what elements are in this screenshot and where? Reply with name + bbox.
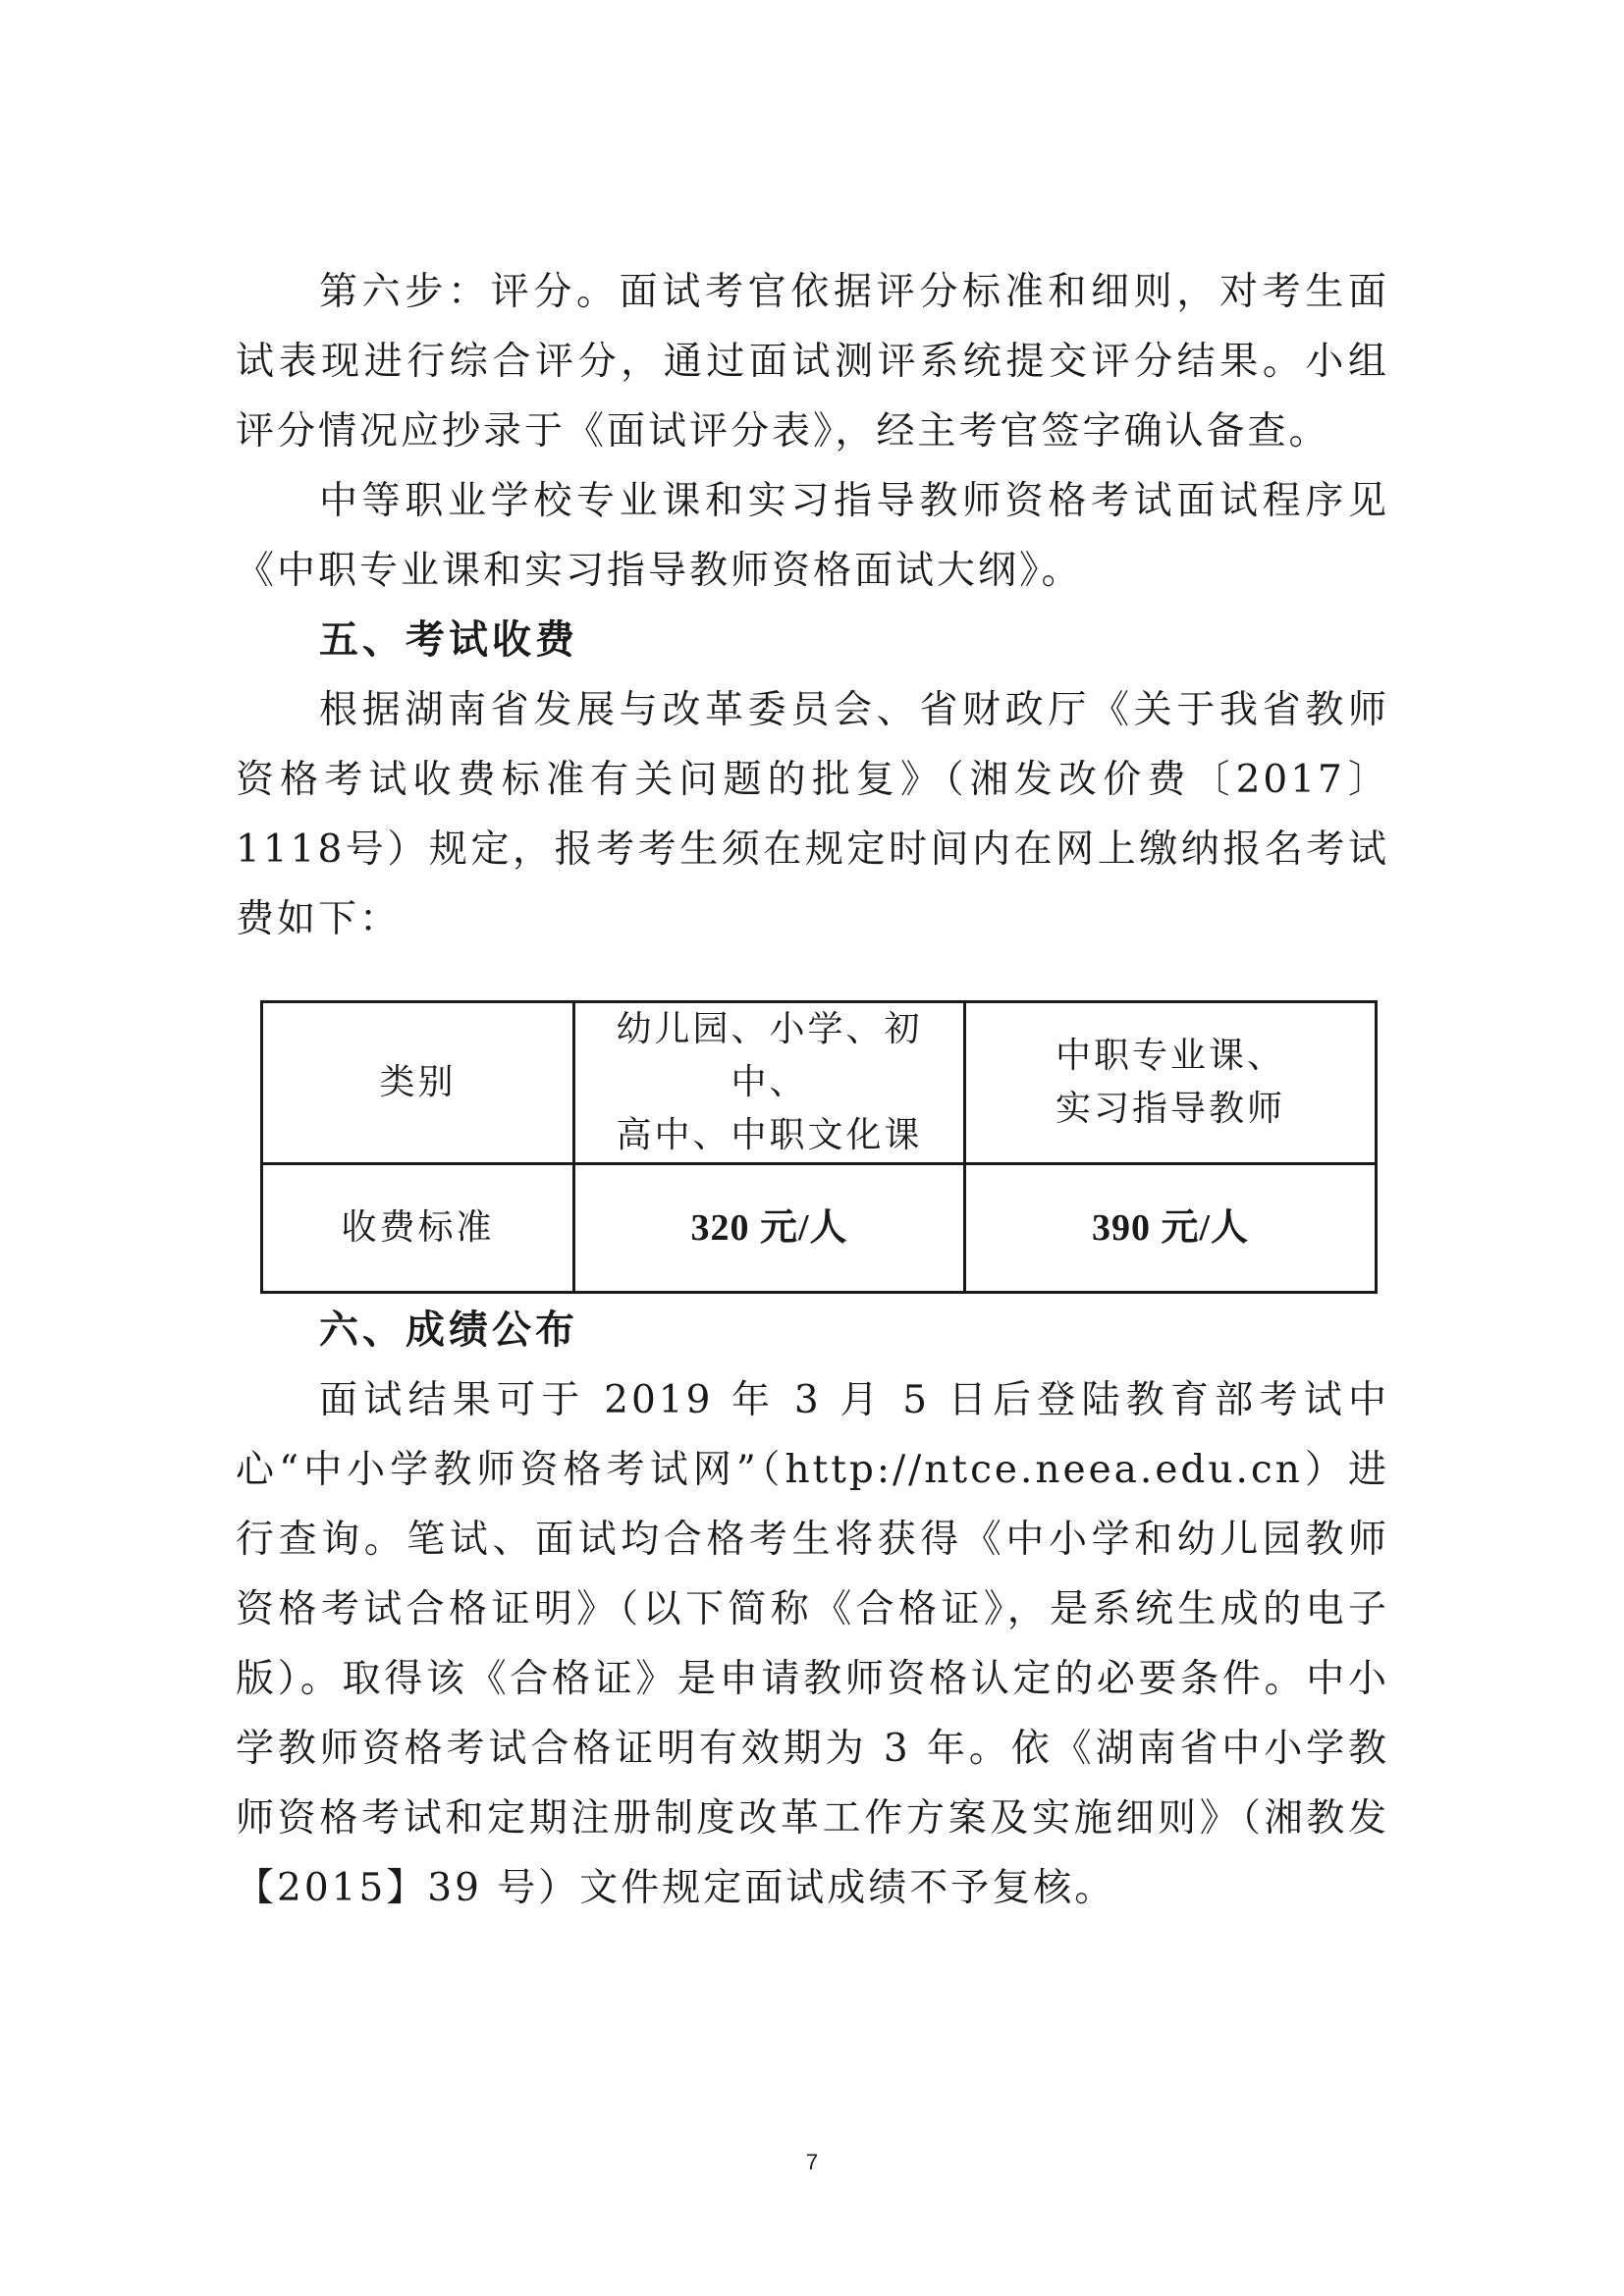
paragraph-step-six: 第六步：评分。面试考官依据评分标准和细则，对考生面试表现进行综合评分，通过面试测评系统提交评分结果。小组评分情况应抄录于《面试评分表》，经主考官签字确认备查。	[236, 270, 1389, 454]
heading-exam-fees: 五、考试收费	[319, 617, 578, 663]
general-header-line-1: 幼儿园、小学、初中、	[616, 1009, 923, 1102]
paragraph-results: 面试结果可于 2019 年 3 月 5 日后登陆教育部考试中心“中小学教师资格考试网”（http://ntce.neea.edu.cn）进行查询。笔试、面试均合格考生将获得《中小学和幼儿园教师资格考试合格证明》（以下简称《合格证》，是系统生成的电子版）。取得该《合格证》是申请教师资格认定的必要条件。中小学教师资格考试合格证明有效期为 3 年。依《湖南省中小学教师资格考试和定期注册制度改革工作方案及实施细则》（湘教发【2015】39 号）文件规定面试成绩不予复核。	[236, 1378, 1389, 1910]
category-label: 类别	[379, 1062, 457, 1102]
fee-table-vocational-header	[965, 1002, 1377, 1164]
fee-general-amount: 320 元/人	[574, 1164, 965, 1293]
general-header-line-2: 高中、中职文化课	[616, 1115, 923, 1155]
fee-standard-label: 收费标准	[262, 1164, 574, 1293]
text-block-top	[236, 257, 1389, 954]
paragraph-fee-basis: 根据湖南省发展与改革委员会、省财政厅《关于我省教师资格考试收费标准有关问题的批复》（湘发改价费〔2017〕1118号）规定，报考考生须在规定时间内在网上缴纳报名考试费如下：	[236, 688, 1389, 941]
vocational-header-line-2: 实习指导教师	[1055, 1089, 1285, 1129]
page-number: 7	[805, 2150, 819, 2174]
fee-table-category-header	[262, 1002, 574, 1164]
fee-table-fee-row	[262, 1164, 1377, 1293]
vocational-header-line-1: 中职专业课、	[1055, 1036, 1285, 1076]
paragraph-vocational-procedure: 中等职业学校专业课和实习指导教师资格考试面试程序见《中职专业课和实习指导教师资格面试大纲》。	[236, 479, 1389, 593]
heading-results-announcement: 六、成绩公布	[319, 1308, 578, 1353]
fee-table-header-row	[262, 1002, 1377, 1164]
text-block-results	[236, 1296, 1389, 1923]
fee-table	[260, 1000, 1378, 1294]
fee-vocational-amount: 390 元/人	[965, 1164, 1377, 1293]
fee-table-general-header	[574, 1002, 965, 1164]
